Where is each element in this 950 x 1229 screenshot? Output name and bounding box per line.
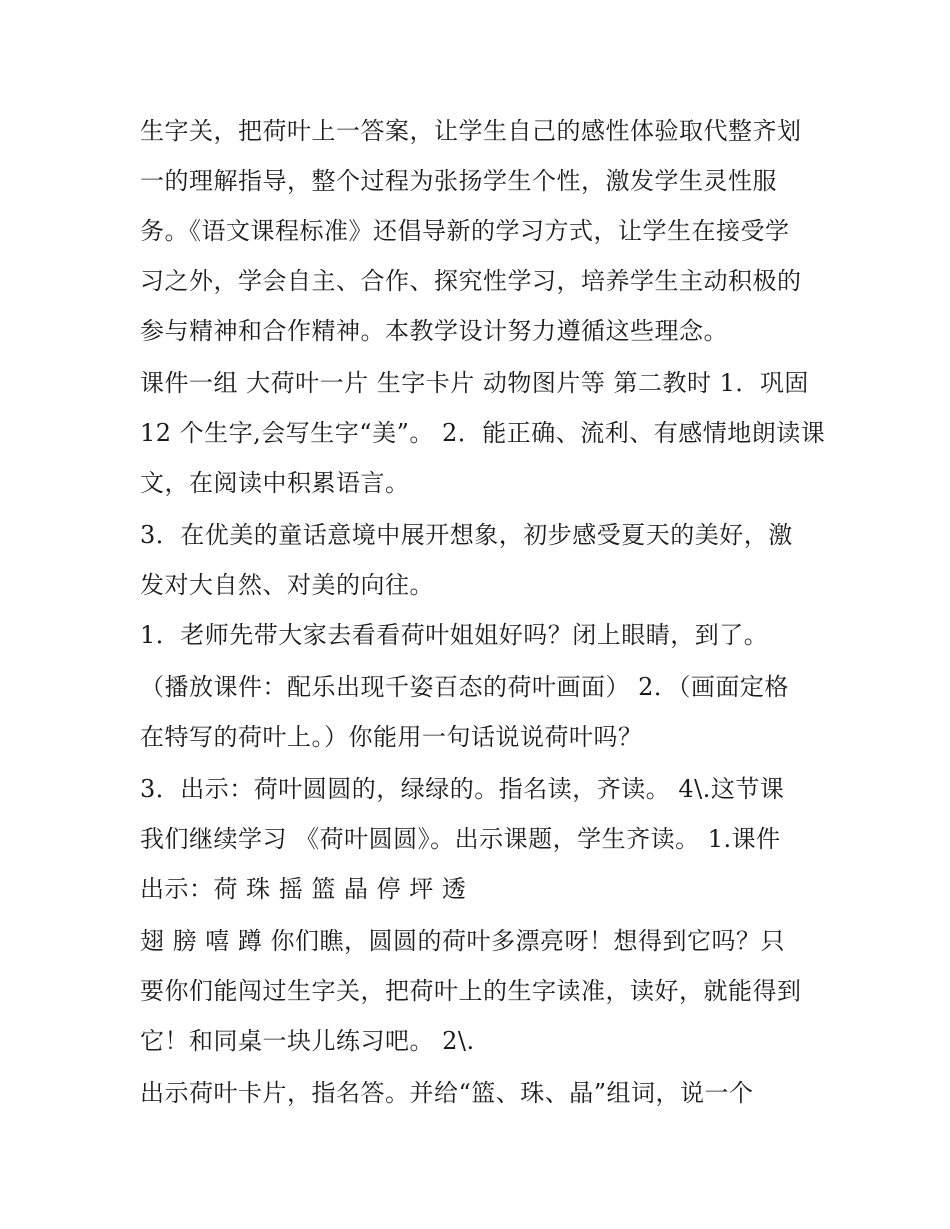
text-line: 一的理解指导，整个过程为张扬学生个性，激发学生灵性服: [140, 167, 777, 195]
text-line: （播放课件：配乐出现千姿百态的荷叶画面） 2．（画面定格: [140, 673, 789, 701]
text-line: 文，在阅读中积累语言。: [140, 469, 410, 497]
text-line: 生字关，把荷叶上一答案，让学生自己的感性体验取代整齐划: [140, 117, 802, 145]
text-line: 1．老师先带大家去看看荷叶姐姐好吗？闭上眼睛，到了。: [140, 621, 769, 649]
text-line: 在特写的荷叶上。）你能用一句话说说荷叶吗？: [140, 723, 643, 751]
text-line: 课件一组 大荷叶一片 生字卡片 动物图片等 第二教时 1．巩固: [140, 369, 809, 397]
text-line: 要你们能闯过生字关，把荷叶上的生字读准，读好，就能得到: [140, 977, 802, 1005]
text-line: 3．在优美的童话意境中展开想象，初步感受夏天的美好，激: [140, 521, 793, 549]
text-line: 出示荷叶卡片，指名答。并给“篮、珠、晶”组词，说一个: [140, 1079, 754, 1107]
text-line: 出示：荷 珠 摇 篮 晶 停 坪 透: [140, 875, 467, 903]
text-line: 我们继续学习 《荷叶圆圆》。出示课题，学生齐读。 1.课件: [140, 825, 781, 853]
text-line: 翅 膀 嘻 蹲 你们瞧，圆圆的荷叶多漂亮呀！想得到它吗？只: [140, 927, 786, 955]
text-line: 12 个生字,会写生字“美”。 2．能正确、流利、有感情地朗读课: [140, 419, 826, 447]
text-line: 习之外，学会自主、合作、探究性学习，培养学生主动积极的: [140, 267, 802, 295]
text-line: 发对大自然、对美的向往。: [140, 571, 434, 599]
text-line: 3．出示：荷叶圆圆的，绿绿的。指名读，齐读。 4\.这节课: [140, 775, 785, 803]
text-line: 它！和同桌一块儿练习吧。 2\.: [140, 1027, 475, 1055]
text-line: 务。《语文课程标准》还倡导新的学习方式，让学生在接受学: [140, 217, 790, 245]
text-line: 参与精神和合作精神。本教学设计努力遵循这些理念。: [140, 317, 728, 345]
